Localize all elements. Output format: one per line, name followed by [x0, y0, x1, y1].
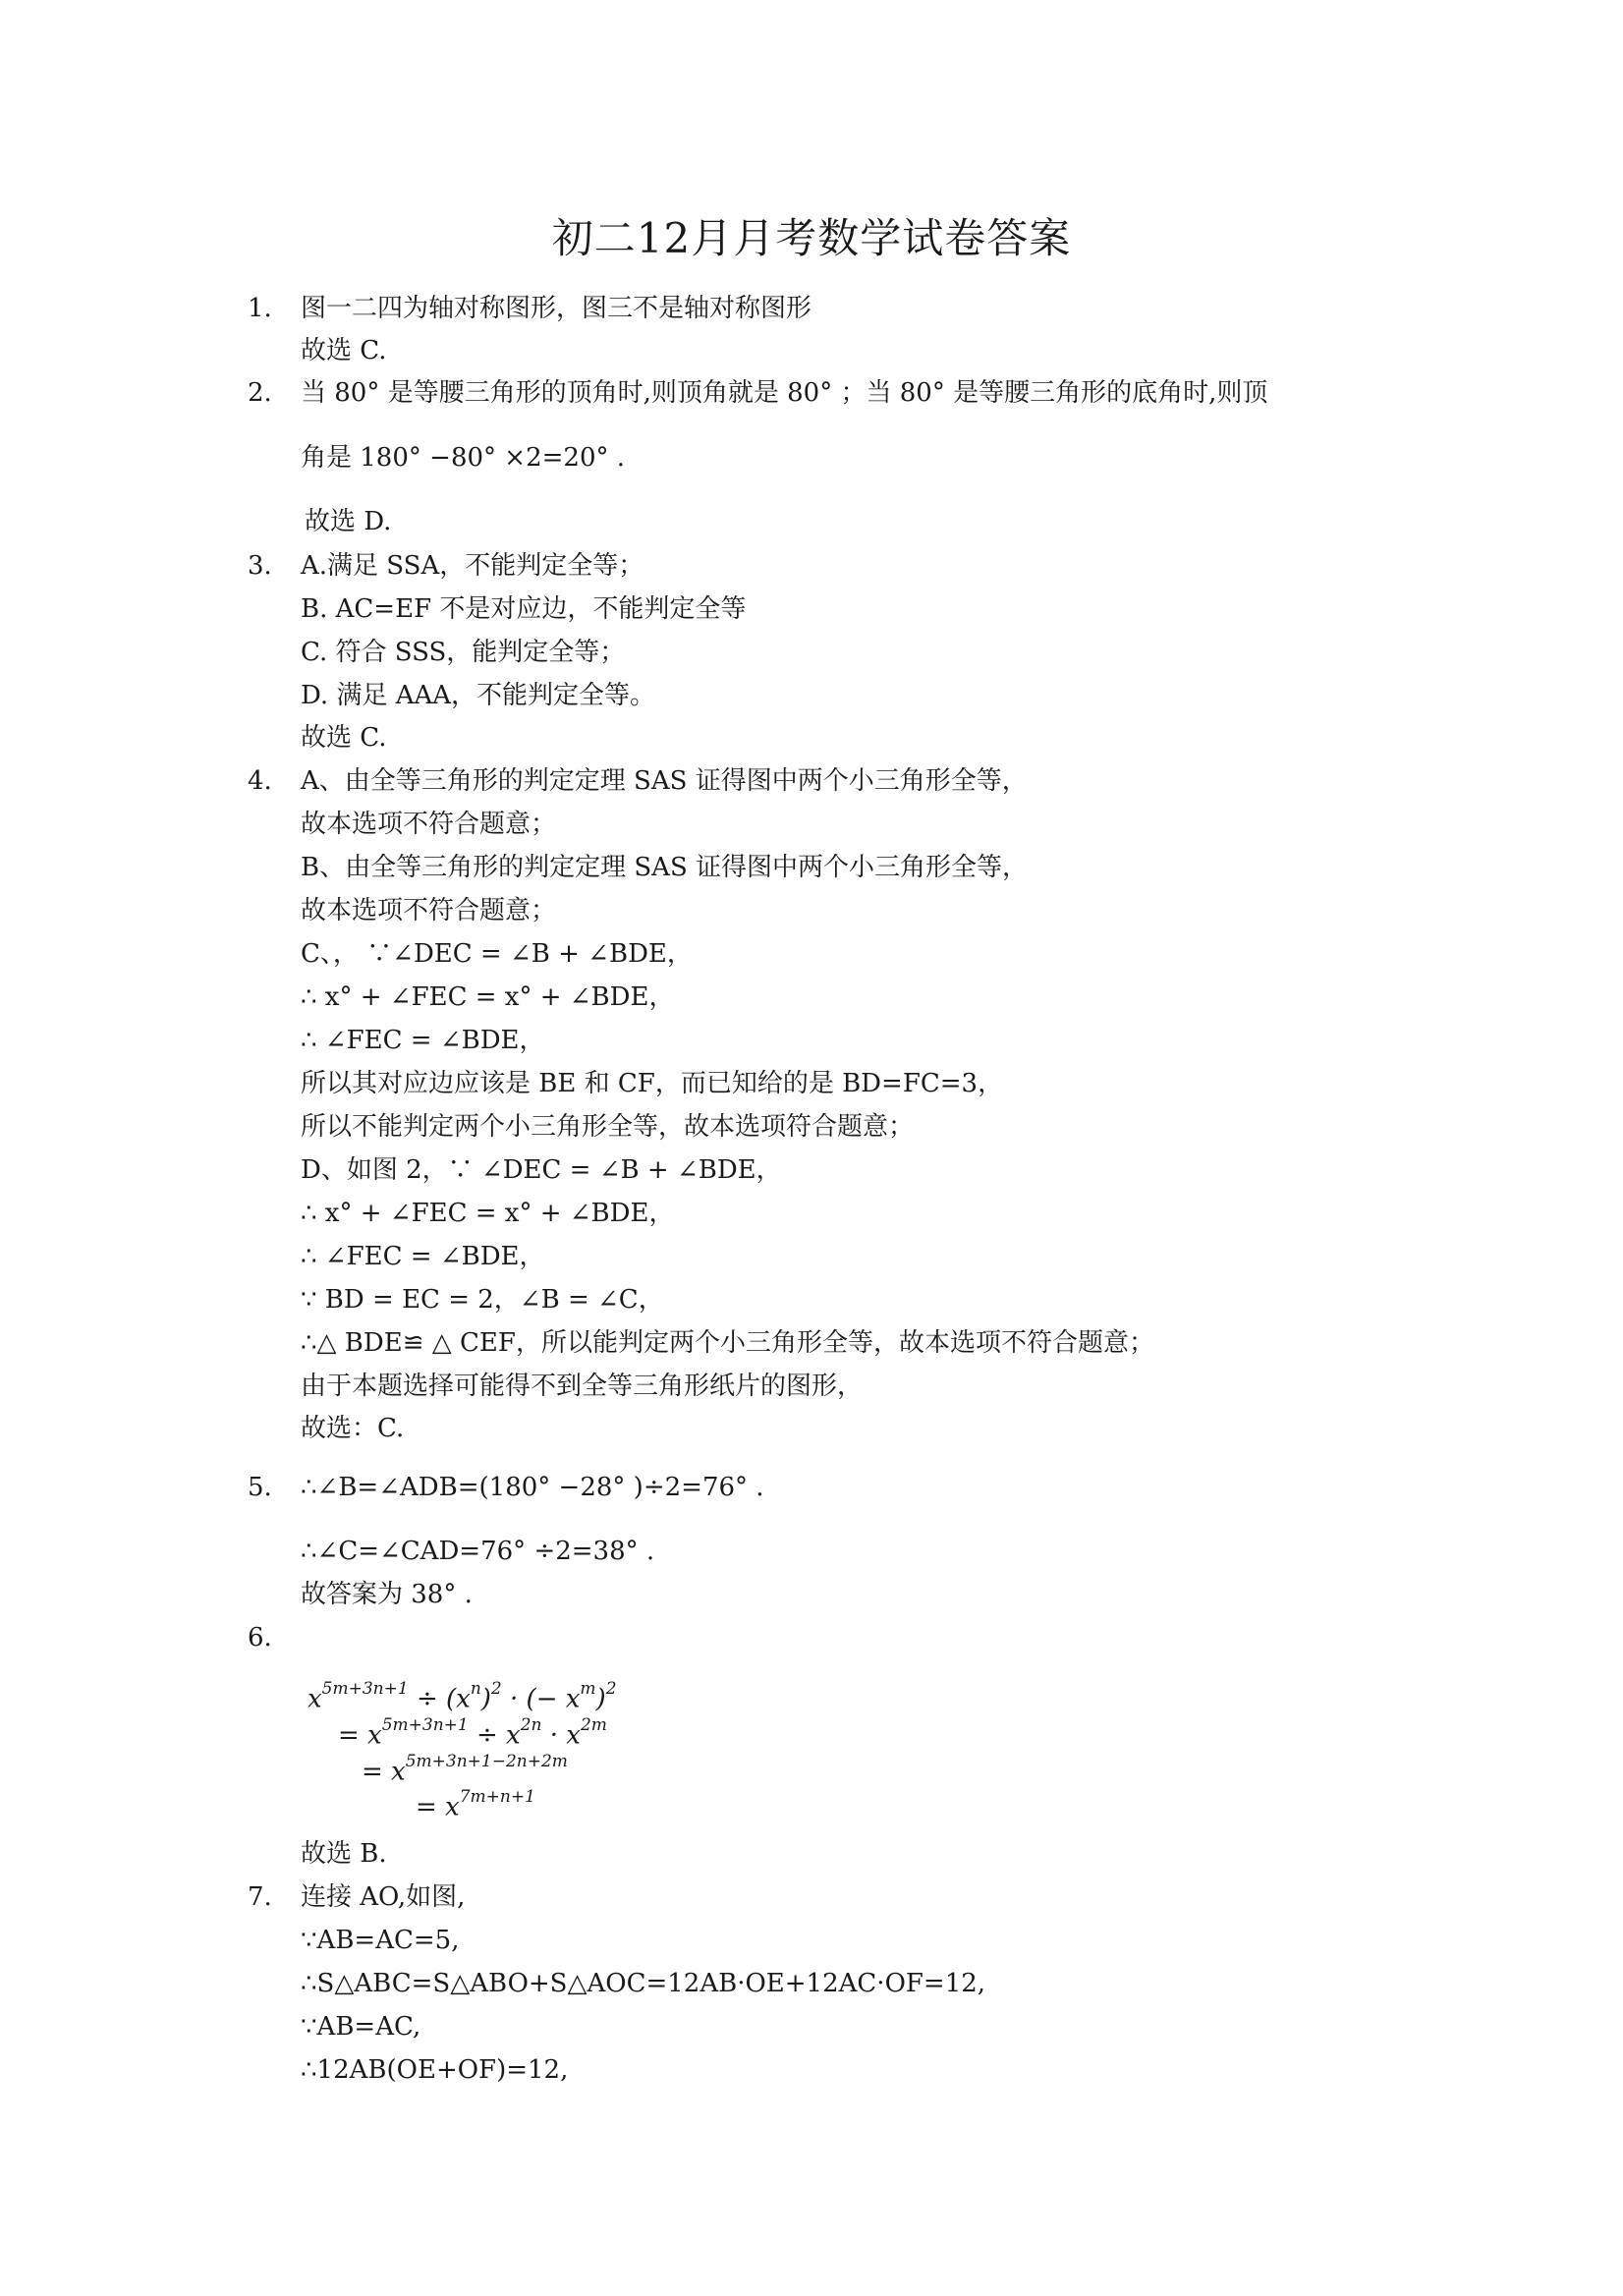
question-3-number: 3.	[248, 551, 272, 581]
q7-line-1: 连接 AO,如图,	[301, 1882, 466, 1912]
q4-line-2: 故本选项不符合题意；	[301, 810, 557, 839]
q4-line-14: ∴△ BDE≌ △ CEF，所以能判定两个小三角形全等，故本选项不符合题意；	[301, 1328, 1154, 1358]
q3-line-5: 故选 C.	[301, 723, 387, 753]
q1-line-2: 故选 C.	[301, 336, 387, 365]
question-5-number: 5.	[248, 1473, 272, 1502]
question-1-number: 1.	[248, 294, 272, 323]
q4-line-15: 由于本题选择可能得不到全等三角形纸片的图形，	[301, 1372, 864, 1401]
q4-line-16: 故选：C.	[301, 1414, 405, 1443]
q7-line-2: ∵AB=AC=5,	[301, 1926, 460, 1955]
q5-line-3: 故答案为 38° .	[301, 1580, 473, 1609]
q4-line-9: 所以不能判定两个小三角形全等，故本选项符合题意；	[301, 1112, 915, 1142]
q3-line-4: D. 满足 AAA，不能判定全等。	[301, 681, 656, 710]
q4-line-8: 所以其对应边应该是 BE 和 CF，而已知给的是 BD=FC=3，	[301, 1069, 1004, 1098]
q7-line-4: ∵AB=AC,	[301, 2012, 421, 2042]
question-2-number: 2.	[248, 378, 272, 408]
q7-line-3: ∴S△ABC=S△ABO+S△AOC=12AB·OE+12AC·OF=12,	[301, 1969, 986, 1998]
q4-line-6: ∴ x° + ∠FEC = x° + ∠BDE，	[301, 982, 675, 1012]
q5-line-1: ∴∠B=∠ADB=(180° −28° )÷2=76° .	[301, 1473, 764, 1502]
q6-formula-line-3: = $x^{5m+3n+1-2n+2m}$	[362, 1752, 568, 1787]
question-7-number: 7.	[248, 1882, 272, 1912]
q3-line-1: A.满足 SSA，不能判定全等；	[301, 551, 644, 581]
q1-line-1: 图一二四为轴对称图形，图三不是轴对称图形	[301, 294, 812, 323]
q2-line-1: 当 80° 是等腰三角形的顶角时,则顶角就是 80° ；当 80° 是等腰三角形的底角时,则顶	[301, 378, 1268, 408]
q6-formula-line-4: = $x^{7m+n+1}$	[416, 1787, 535, 1822]
q4-line-11: ∴ x° + ∠FEC = x° + ∠BDE，	[301, 1199, 675, 1228]
q3-line-3: C. 符合 SSS，能判定全等；	[301, 638, 626, 667]
page-title: 初二12月月考数学试卷答案	[551, 214, 1072, 262]
q7-line-5: ∴12AB(OE+OF)=12,	[301, 2055, 569, 2085]
q6-formula-line-1: $x^{5m+3n+1} \div (x^n)^2$ · (− $x^m)^2$	[308, 1679, 617, 1714]
q4-line-1: A、由全等三角形的判定定理 SAS 证得图中两个小三角形全等，	[301, 766, 1028, 796]
q2-line-3: 故选 D.	[305, 507, 392, 536]
q4-line-5: C、， ∵∠DEC = ∠B + ∠BDE，	[301, 939, 693, 969]
q6-answer: 故选 B.	[301, 1839, 387, 1869]
q4-line-12: ∴ ∠FEC = ∠BDE，	[301, 1242, 545, 1271]
question-4-number: 4.	[248, 766, 272, 796]
q4-line-13: ∵ BD = EC = 2，∠B = ∠C，	[301, 1285, 664, 1315]
q6-formula-line-2: = $x^{5m+3n+1} \div x^{2n} \cdot x^{2m}$	[338, 1715, 607, 1751]
q3-line-2: B. AC=EF 不是对应边，不能判定全等	[301, 594, 747, 624]
question-6-number: 6.	[248, 1623, 272, 1652]
q4-line-7: ∴ ∠FEC = ∠BDE，	[301, 1026, 545, 1055]
q4-line-4: 故本选项不符合题意；	[301, 896, 557, 925]
q5-line-2: ∴∠C=∠CAD=76° ÷2=38° .	[301, 1537, 655, 1566]
q2-line-2: 角是 180° −80° ×2=20° .	[301, 443, 626, 473]
q4-line-3: B、由全等三角形的判定定理 SAS 证得图中两个小三角形全等，	[301, 853, 1029, 882]
q4-line-10: D、如图 2，∵ ∠DEC = ∠B + ∠BDE，	[301, 1155, 782, 1185]
